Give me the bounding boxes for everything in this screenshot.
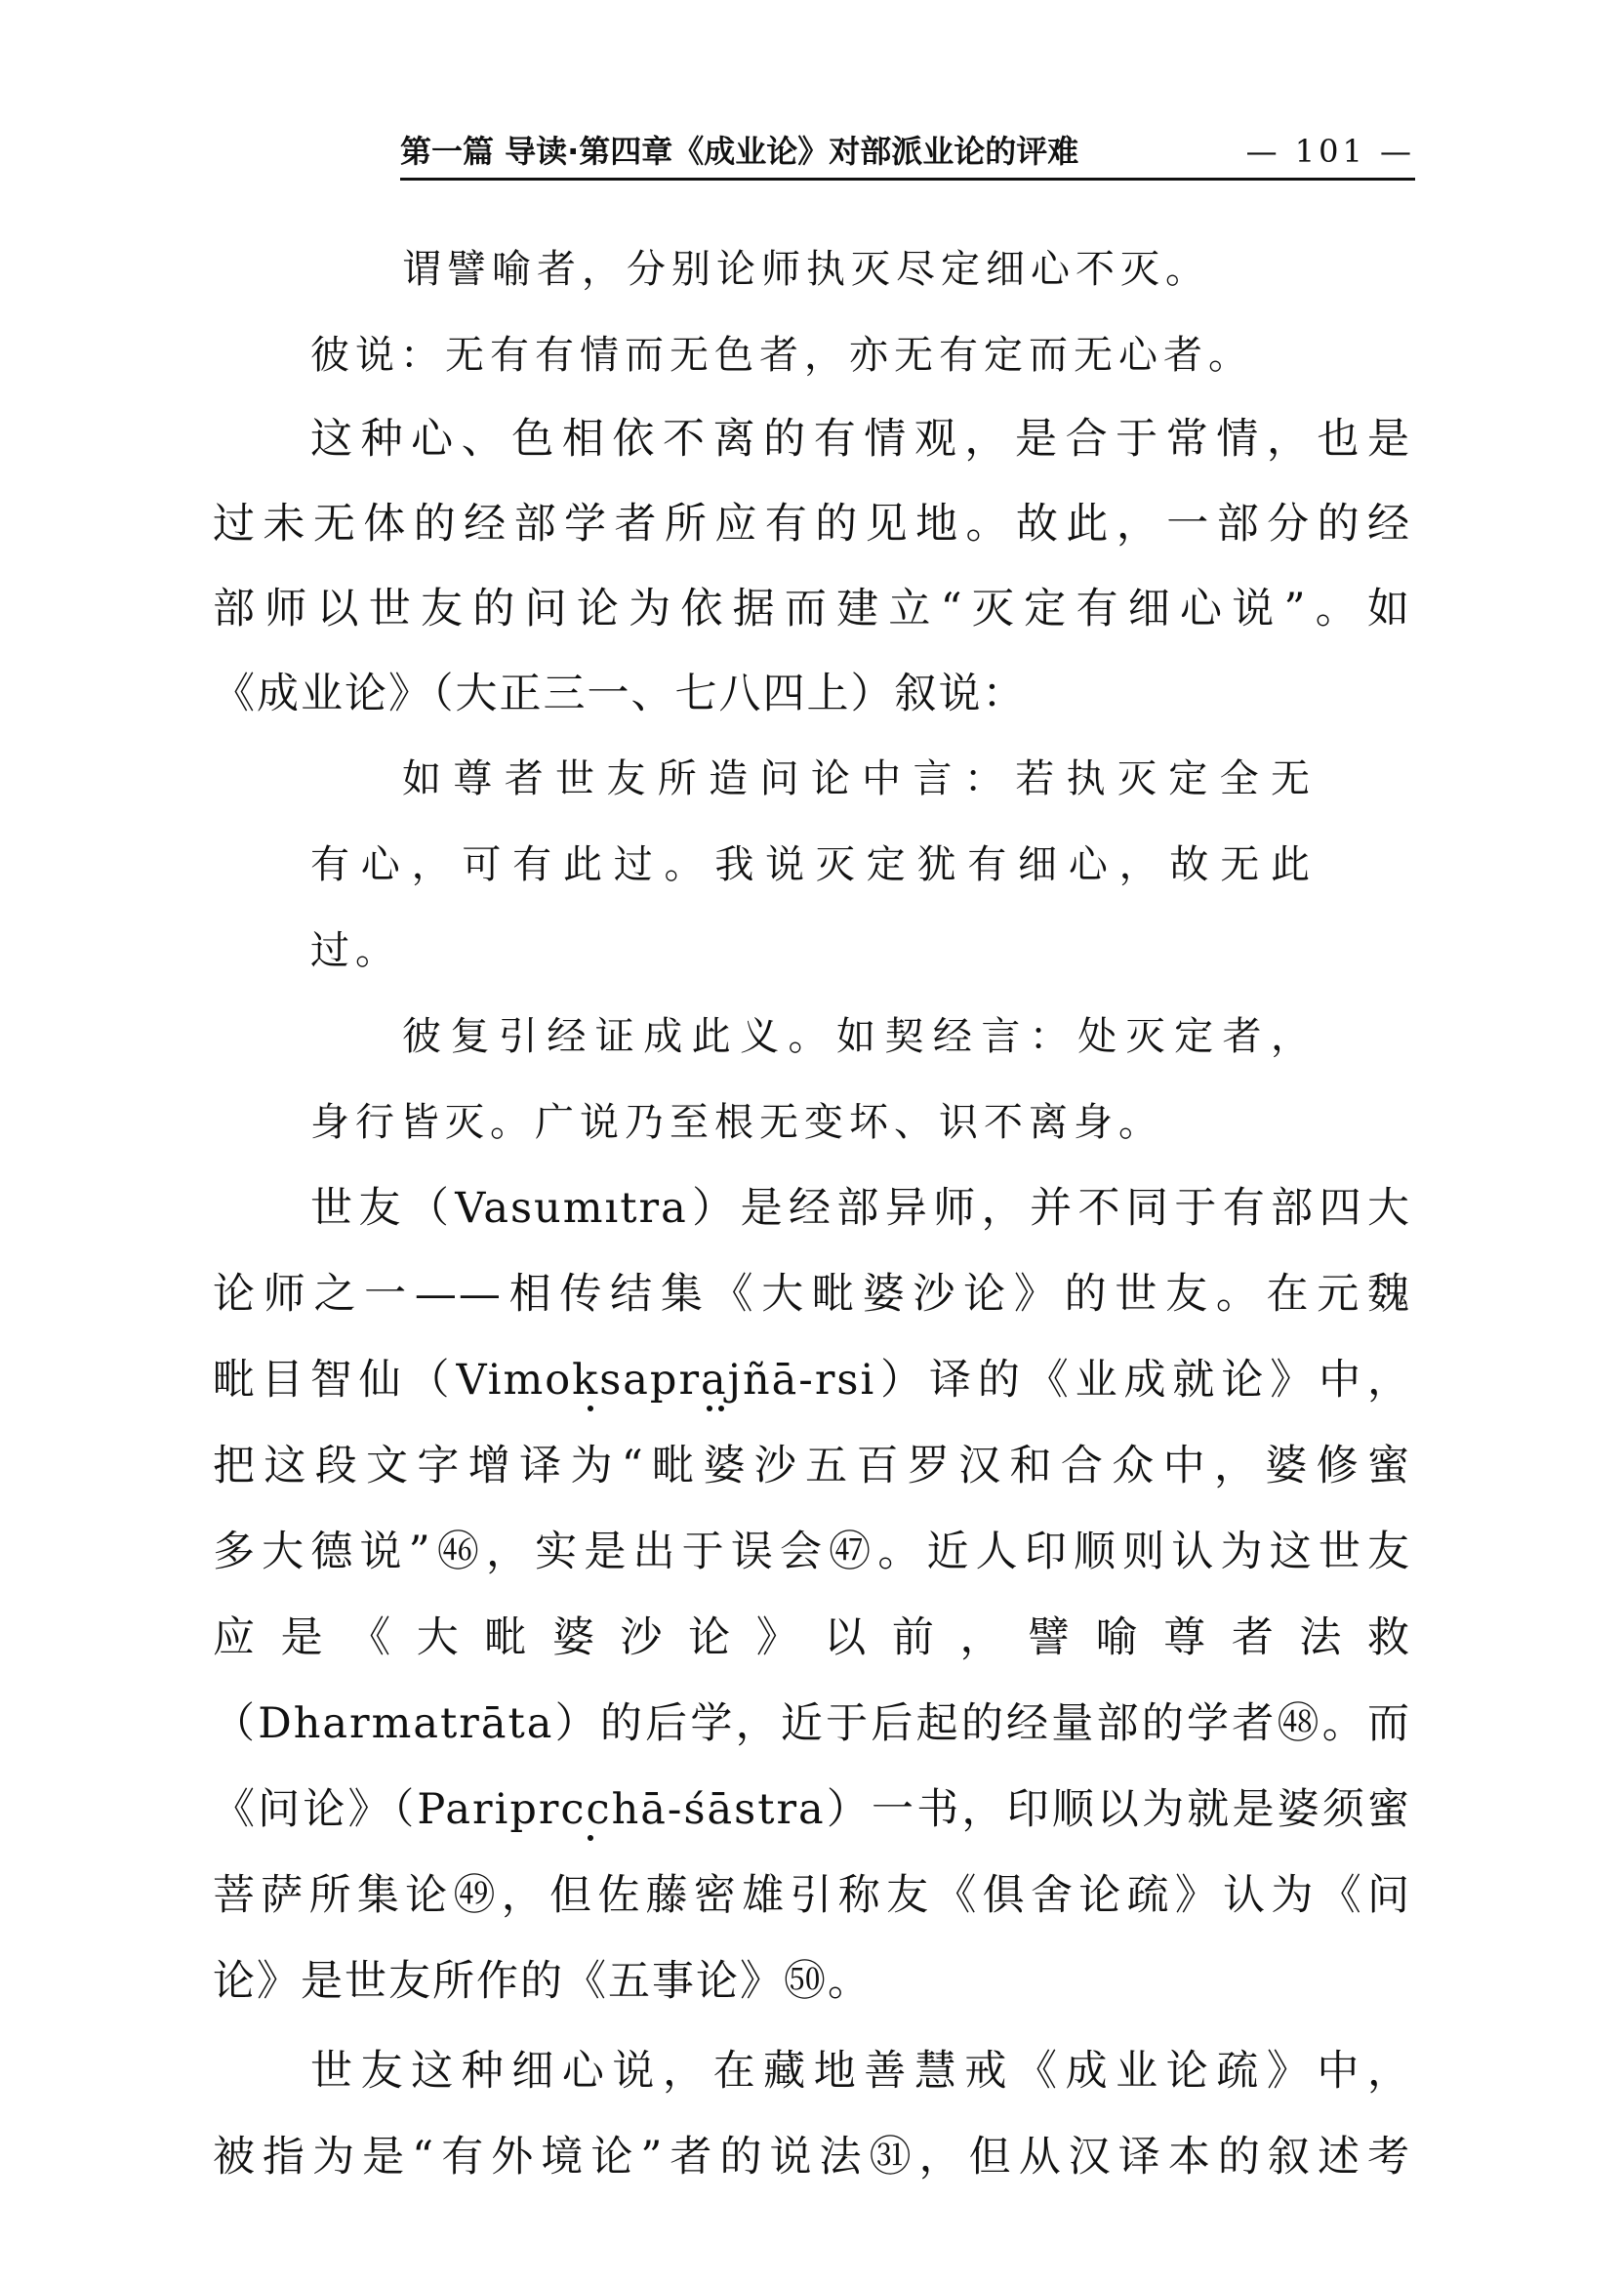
header-rule [400, 178, 1415, 181]
quote-line: 彼复引经证成此义。如契经言：处灭定者， [402, 1014, 1316, 1059]
paragraph-line: 毗目智仙（Vimoksaprajñā-rsi）译的《业成就论》中， [213, 1356, 1411, 1405]
paragraph-line: 这种心、色相依不离的有情观，是合于常情，也是 [310, 415, 1411, 464]
paragraph-line: 世友这种细心说，在藏地善慧戒《成业论疏》中， [310, 2047, 1411, 2096]
paragraph-line: 多大德说”㊻，实是出于误会㊼。近人印顺则认为这世友 [213, 1528, 1411, 1576]
paragraph-line: 被指为是“有外境论”者的说法㉛，但从汉译本的叙述考 [213, 2133, 1411, 2182]
running-head [400, 127, 1415, 176]
paragraph-line: 《成业论》（大正三一、七八四上）叙说： [213, 670, 1027, 718]
paragraph-line: （Dharmatrāta）的后学，近于后起的经量部的学者㊽。而 [213, 1699, 1411, 1748]
quote-line: 彼说：无有有情而无色者，亦无有定而无心者。 [310, 333, 1253, 378]
quote-line: 过。 [310, 928, 400, 973]
page-number: — 101 — [1245, 133, 1415, 170]
quote-line: 身行皆灭。广说乃至根无变坏、识不离身。 [310, 1100, 1163, 1145]
quote-line: 有心，可有此过。我说灭定犹有细心，故无此 [310, 842, 1316, 887]
running-title: 第一篇 导读·第四章《成业论》对部派业论的评难 [400, 133, 1079, 170]
paragraph-line: 世友（Vasumıtra）是经部异师，并不同于有部四大 [310, 1184, 1411, 1233]
underdot-mark [588, 1406, 593, 1411]
underdot-mark [718, 1406, 724, 1411]
paragraph-line: 把这段文字增译为“毗婆沙五百罗汉和合众中，婆修蜜 [213, 1442, 1411, 1490]
quote-line: 如尊者世友所造问论中言：若执灭定全无 [402, 756, 1316, 801]
paragraph-line: 过未无体的经部学者所应有的见地。故此，一部分的经 [213, 500, 1411, 549]
paragraph-line: 论》是世友所作的《五事论》㊿。 [213, 1957, 872, 2006]
paragraph-line: 论师之一——相传结集《大毗婆沙论》的世友。在元魏 [213, 1270, 1411, 1319]
quote-line: 谓譬喻者，分别论师执灭尽定细心不灭。 [402, 247, 1210, 292]
paragraph-line: 《问论》（Pariprcchā-śāstra）一书，印顺以为就是婆须蜜 [213, 1785, 1411, 1834]
underdot-mark [707, 1406, 712, 1411]
paragraph-line: 应是《大毗婆沙论》以前，譬喻尊者法救 [213, 1613, 1411, 1662]
paragraph-line: 菩萨所集论㊾，但佐藤密雄引称友《俱舍论疏》认为《问 [213, 1871, 1411, 1920]
paragraph-line: 部师以世友的问论为依据而建立“灭定有细心说”。如 [213, 585, 1411, 633]
underdot-mark [588, 1835, 593, 1841]
